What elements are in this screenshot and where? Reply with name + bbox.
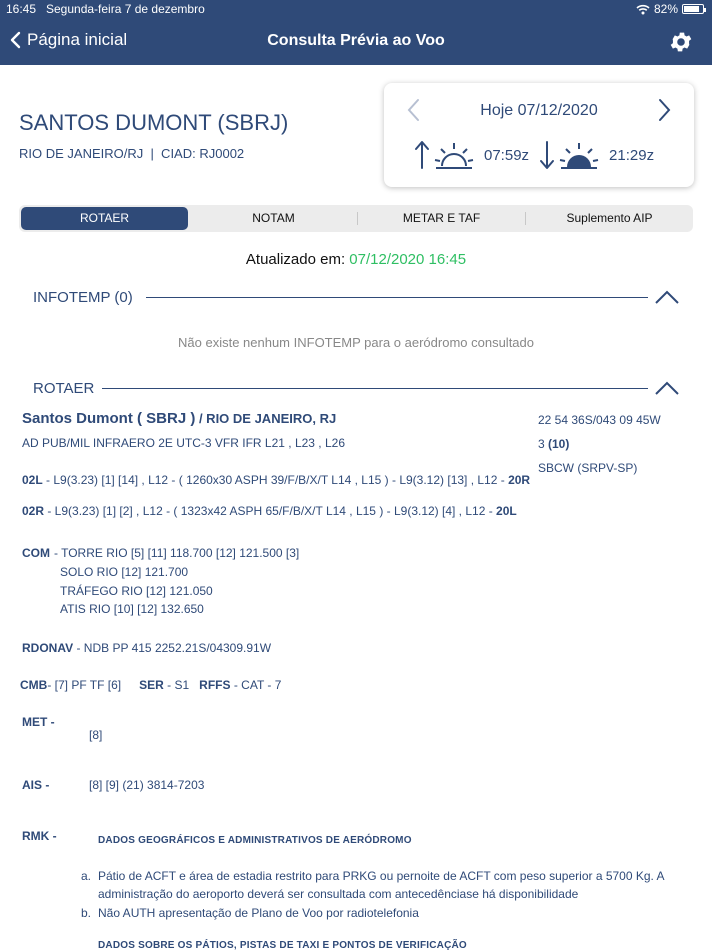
ais-value: [8] [9] (21) 3814-7203 (89, 778, 205, 792)
updated-status (0, 251, 712, 268)
sunrise-time: 07:59z (484, 146, 530, 164)
runway-start: 02R (22, 504, 45, 518)
chevron-left-icon (10, 31, 21, 49)
status-date: Segunda-feira 7 de dezembro (46, 2, 205, 16)
battery-percent: 82% (653, 2, 678, 16)
runway-details: - L9(3.23) [1] [14] , L12 - ( 1260x30 ASPH 39/F/B/X/T L14 , L15 ) - L9(3.12) [13] , L12 - (42, 473, 509, 487)
rmk-item (81, 867, 683, 903)
nav-bar (0, 20, 712, 65)
rmk-label: RMK - (22, 829, 57, 843)
aerodrome-name: SANTOS DUMONT (SBRJ) (19, 110, 289, 135)
sunrise-icon (414, 139, 476, 171)
wifi-icon (636, 4, 650, 15)
cmb-label: CMB (20, 678, 48, 692)
rmk-item-letter: a. (81, 869, 92, 883)
rmk-section-title: DADOS SOBRE OS PÁTIOS, PISTAS DE TAXI E PONTOS DE VERIFICAÇÃO (98, 940, 467, 950)
ser-value: - S1 (163, 678, 190, 692)
com-line: SOLO RIO [12] 121.700 (60, 565, 189, 579)
runway-end: 20L (496, 504, 517, 518)
met-label: MET - (22, 715, 55, 729)
rotaer-elevation-value: 3 (538, 437, 549, 451)
rmk-item-letter: b. (81, 906, 92, 920)
section-divider (146, 297, 648, 298)
rdonav-value: - NDB PP 415 2252.21S/04309.91W (73, 641, 272, 655)
runway-02l-20r (22, 473, 530, 487)
rffs-value: - CAT - 7 (230, 678, 282, 692)
updated-timestamp: 07/12/2020 16:45 (349, 251, 467, 268)
aerodrome-subtitle: RIO DE JANEIRO/RJ | CIAD: RJ0002 (19, 146, 245, 161)
com-line: TRÁFEGO RIO [12] 121.050 (60, 584, 213, 598)
back-label: Página inicial (27, 30, 128, 49)
tab-notam[interactable]: NOTAM (252, 211, 295, 225)
status-bar (0, 0, 712, 20)
runway-02r-20l (22, 504, 517, 518)
tab-rotaer[interactable]: ROTAER (21, 207, 188, 230)
updated-label: Atualizado em: (245, 251, 350, 268)
tab-bar (19, 205, 693, 232)
rmk-item (81, 904, 683, 922)
rotaer-ad-name: Santos Dumont ( SBRJ ) (22, 410, 196, 427)
runway-start: 02L (22, 473, 43, 487)
rffs-label: RFFS (199, 678, 231, 692)
met-value: [8] (89, 728, 103, 742)
com-line: - TORRE RIO [5] [11] 118.700 [12] 121.500 [3] (54, 546, 300, 560)
rdonav-row (22, 641, 271, 655)
gear-icon[interactable] (668, 29, 694, 55)
chevron-up-icon[interactable] (654, 289, 680, 305)
rmk-item-text: Não AUTH apresentação de Plano de Voo por radiotelefonia (98, 906, 419, 920)
infotemp-empty-message: Não existe nenhum INFOTEMP para o aeródromo consultado (178, 335, 534, 350)
rotaer-elevation-feet: (10) (548, 437, 570, 451)
cmb-ser-rffs-row (20, 678, 281, 692)
rdonav-label: RDONAV (22, 641, 74, 655)
rmk-item-text: Pátio de ACFT e área de estadia restrito para PRKG ou pernoite de ACFT com peso superior a 5700 Kg. A administração do aeroporto deverá ser consultada com antecedênciase há disponibilidade (98, 869, 664, 901)
rotaer-fir: SBCW (SRPV-SP) (538, 461, 638, 475)
tab-metar-taf[interactable]: METAR E TAF (402, 211, 481, 225)
tab-suplemento-aip[interactable]: Suplemento AIP (566, 211, 653, 225)
battery-icon (682, 4, 704, 14)
rotaer-ad-info: AD PUB/MIL INFRAERO 2E UTC-3 VFR IFR L21 , L23 , L26 (22, 436, 345, 450)
com-line: ATIS RIO [10] [12] 132.650 (60, 602, 204, 616)
ais-label: AIS - (22, 778, 50, 792)
infotemp-header[interactable]: INFOTEMP (0) (33, 289, 133, 306)
rmk-section-title: DADOS GEOGRÁFICOS E ADMINISTRATIVOS DE AERÓDROMO (98, 835, 412, 846)
cmb-value: - [7] PF TF [6] (47, 678, 122, 692)
sunset-time: 21:29z (609, 146, 655, 164)
date-card (384, 83, 694, 187)
rotaer-coordinates: 22 54 36S/043 09 45W (538, 413, 661, 427)
next-day-button[interactable] (654, 97, 674, 123)
selected-date: Hoje 07/12/2020 (480, 102, 598, 119)
runway-details: - L9(3.23) [1] [2] , L12 - ( 1323x42 ASPH 65/F/B/X/T L14 , L15 ) - L9(3.12) [4] , L12 - (44, 504, 497, 518)
com-label: COM (22, 546, 50, 560)
rotaer-header[interactable]: ROTAER (33, 380, 95, 397)
sunset-icon (539, 139, 601, 171)
ser-label: SER (139, 678, 164, 692)
rotaer-ad-title (22, 410, 336, 427)
rotaer-ad-city: / RIO DE JANEIRO, RJ (195, 411, 337, 426)
chevron-up-icon[interactable] (654, 380, 680, 396)
runway-end: 20R (508, 473, 531, 487)
back-button[interactable] (10, 30, 127, 50)
section-divider (102, 388, 648, 389)
status-time: 16:45 (6, 2, 37, 16)
rotaer-elevation (538, 437, 569, 451)
nav-title: Consulta Prévia ao Voo (267, 32, 445, 49)
